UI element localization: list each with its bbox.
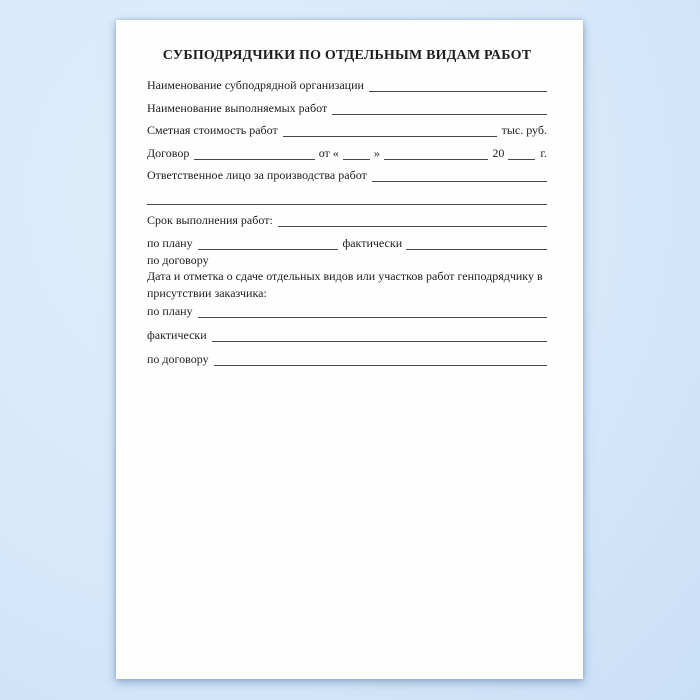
contract-number-blank-line	[194, 159, 314, 160]
responsible-overflow-blank-line	[147, 204, 547, 205]
form-row-cost	[147, 123, 547, 137]
works-blank-line	[332, 114, 547, 115]
contract-date-close-label: »	[373, 145, 380, 160]
document-title: СУБПОДРЯДЧИКИ ПО ОТДЕЛЬНЫМ ВИДАМ РАБОТ	[162, 48, 532, 63]
form-row-works	[147, 101, 547, 115]
form-row-responsible	[147, 168, 547, 182]
form-row-term	[147, 213, 547, 227]
handover-contract-blank-line	[214, 365, 547, 366]
contract-year-units-label: г.	[540, 145, 547, 160]
responsible-label: Ответственное лицо за производства работ	[147, 168, 367, 182]
contract-day-blank-line	[343, 159, 370, 160]
handover-plan-label: по плану	[147, 303, 193, 318]
works-label: Наименование выполняемых работ	[147, 100, 328, 115]
term-actual-label: фактически	[342, 235, 403, 250]
contract-month-blank-line	[384, 159, 489, 160]
responsible-blank-line	[372, 181, 547, 182]
form-row-responsible-overflow	[147, 191, 547, 205]
form-row-organization	[147, 78, 547, 92]
contract-year-label: 20	[492, 145, 505, 160]
handover-contract-label: по договору	[147, 351, 209, 366]
contract-label: Договор	[147, 145, 190, 160]
contract-date-prefix-label: от «	[318, 145, 339, 160]
handover-actual-blank-line	[212, 341, 547, 342]
document-page	[116, 20, 583, 679]
form-row-handover-contract	[147, 352, 547, 366]
form-row-contract	[147, 146, 547, 160]
handover-note-line1: Дата и отметка о сдаче отдельных видов или участков работ генподрядчику в	[147, 268, 543, 283]
form-row-handover-plan	[147, 304, 547, 318]
form-row-term-plan-actual	[147, 236, 547, 250]
cost-label: Сметная стоимость работ	[147, 123, 278, 137]
handover-actual-label: фактически	[147, 327, 207, 342]
term-by-contract-label: по договору	[147, 252, 209, 267]
organization-label: Наименование субподрядной организации	[147, 78, 364, 92]
term-actual-blank-line	[406, 249, 547, 250]
term-label: Срок выполнения работ:	[147, 213, 273, 227]
contract-year-blank-line	[508, 159, 535, 160]
cost-units-label: тыс. руб.	[501, 123, 547, 137]
cost-blank-line	[283, 136, 497, 137]
handover-plan-blank-line	[198, 317, 547, 318]
handover-note-line2: присутствии заказчика:	[147, 285, 267, 300]
term-plan-label: по плану	[147, 235, 193, 250]
form-row-handover-actual	[147, 328, 547, 342]
organization-blank-line	[369, 91, 547, 92]
term-blank-line	[278, 226, 547, 227]
term-plan-blank-line	[198, 249, 339, 250]
